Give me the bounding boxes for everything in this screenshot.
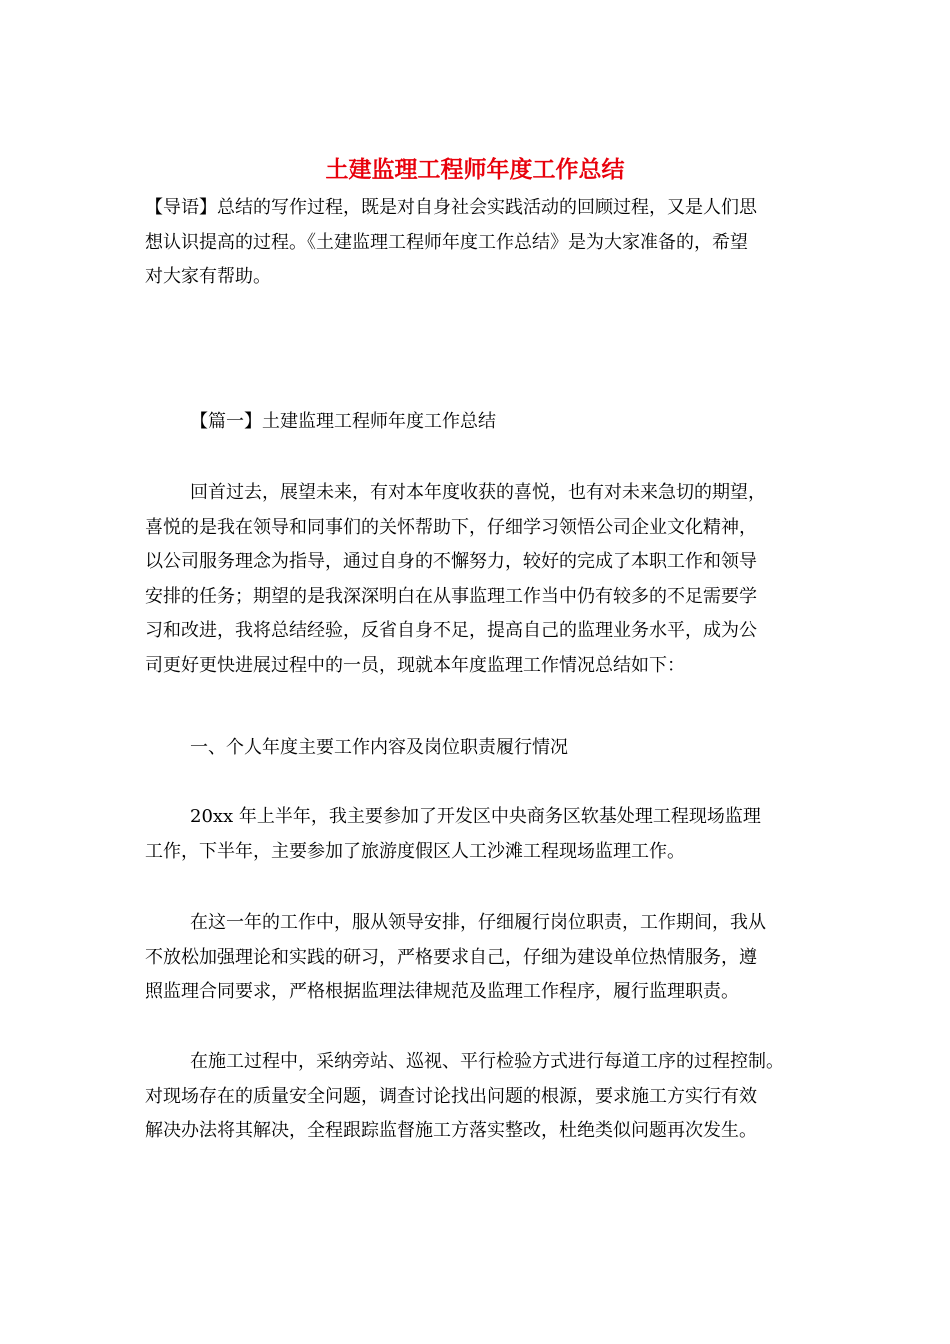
body-paragraph-1 [145, 476, 825, 683]
subheading-text: 一、个人年度主要工作内容及岗位职责履行情况 [190, 737, 568, 758]
paragraph-line: 在这一年的工作中，服从领导安排，仔细履行岗位职责，工作期间，我从 [190, 912, 766, 933]
paragraph-line: 安排的任务；期望的是我深深明白在从事监理工作当中仍有较多的不足需要学 [145, 585, 757, 607]
paragraph-line: 司更好更快进展过程中的一员，现就本年度监理工作情况总结如下： [145, 654, 685, 676]
paragraph-line: 工作，下半年，主要参加了旅游度假区人工沙滩工程现场监理工作。 [145, 840, 685, 862]
paragraph-line: 对现场存在的质量安全问题，调查讨论找出问题的根源，要求施工方实行有效 [145, 1085, 757, 1107]
paragraph-line: 喜悦的是我在领导和同事们的关怀帮助下，仔细学习领悟公司企业文化精神， [145, 516, 757, 538]
intro-line: 想认识提高的过程。《土建监理工程师年度工作总结》是为大家准备的，希望 [145, 231, 748, 253]
paragraph-line: 回首过去，展望未来，有对本年度收获的喜悦，也有对未来急切的期望， [190, 482, 766, 503]
section-heading [145, 405, 825, 440]
document-title: 土建监理工程师年度工作总结 [325, 156, 625, 183]
body-paragraph-2 [145, 800, 825, 869]
intro-line: 对大家有帮助。 [145, 266, 271, 287]
paragraph-line: 习和改进，我将总结经验，反省自身不足，提高自己的监理业务水平，成为公 [145, 620, 757, 641]
intro-line: 【导语】总结的写作过程，既是对自身社会实践活动的回顾过程，又是人们思 [145, 197, 757, 218]
subheading-1 [145, 731, 825, 766]
paragraph-line: 不放松加强理论和实践的研习，严格要求自己，仔细为建设单位热情服务，遵 [145, 946, 757, 968]
paragraph-line: 解决办法将其解决，全程跟踪监督施工方落实整改，杜绝类似问题再次发生。 [145, 1120, 757, 1141]
intro-paragraph [145, 191, 825, 295]
section-heading-text: 【篇一】土建监理工程师年度工作总结 [190, 411, 496, 432]
paragraph-line: 20xx 年上半年，我主要参加了开发区中央商务区软基处理工程现场监理 [190, 806, 761, 827]
paragraph-line: 以公司服务理念为指导，通过自身的不懈努力，较好的完成了本职工作和领导 [145, 551, 757, 572]
body-paragraph-4 [145, 1045, 825, 1149]
paragraph-line: 照监理合同要求，严格根据监理法律规范及监理工作程序，履行监理职责。 [145, 981, 739, 1002]
body-paragraph-3 [145, 906, 825, 1010]
paragraph-line: 在施工过程中，采纳旁站、巡视、平行检验方式进行每道工序的过程控制。 [190, 1051, 784, 1072]
